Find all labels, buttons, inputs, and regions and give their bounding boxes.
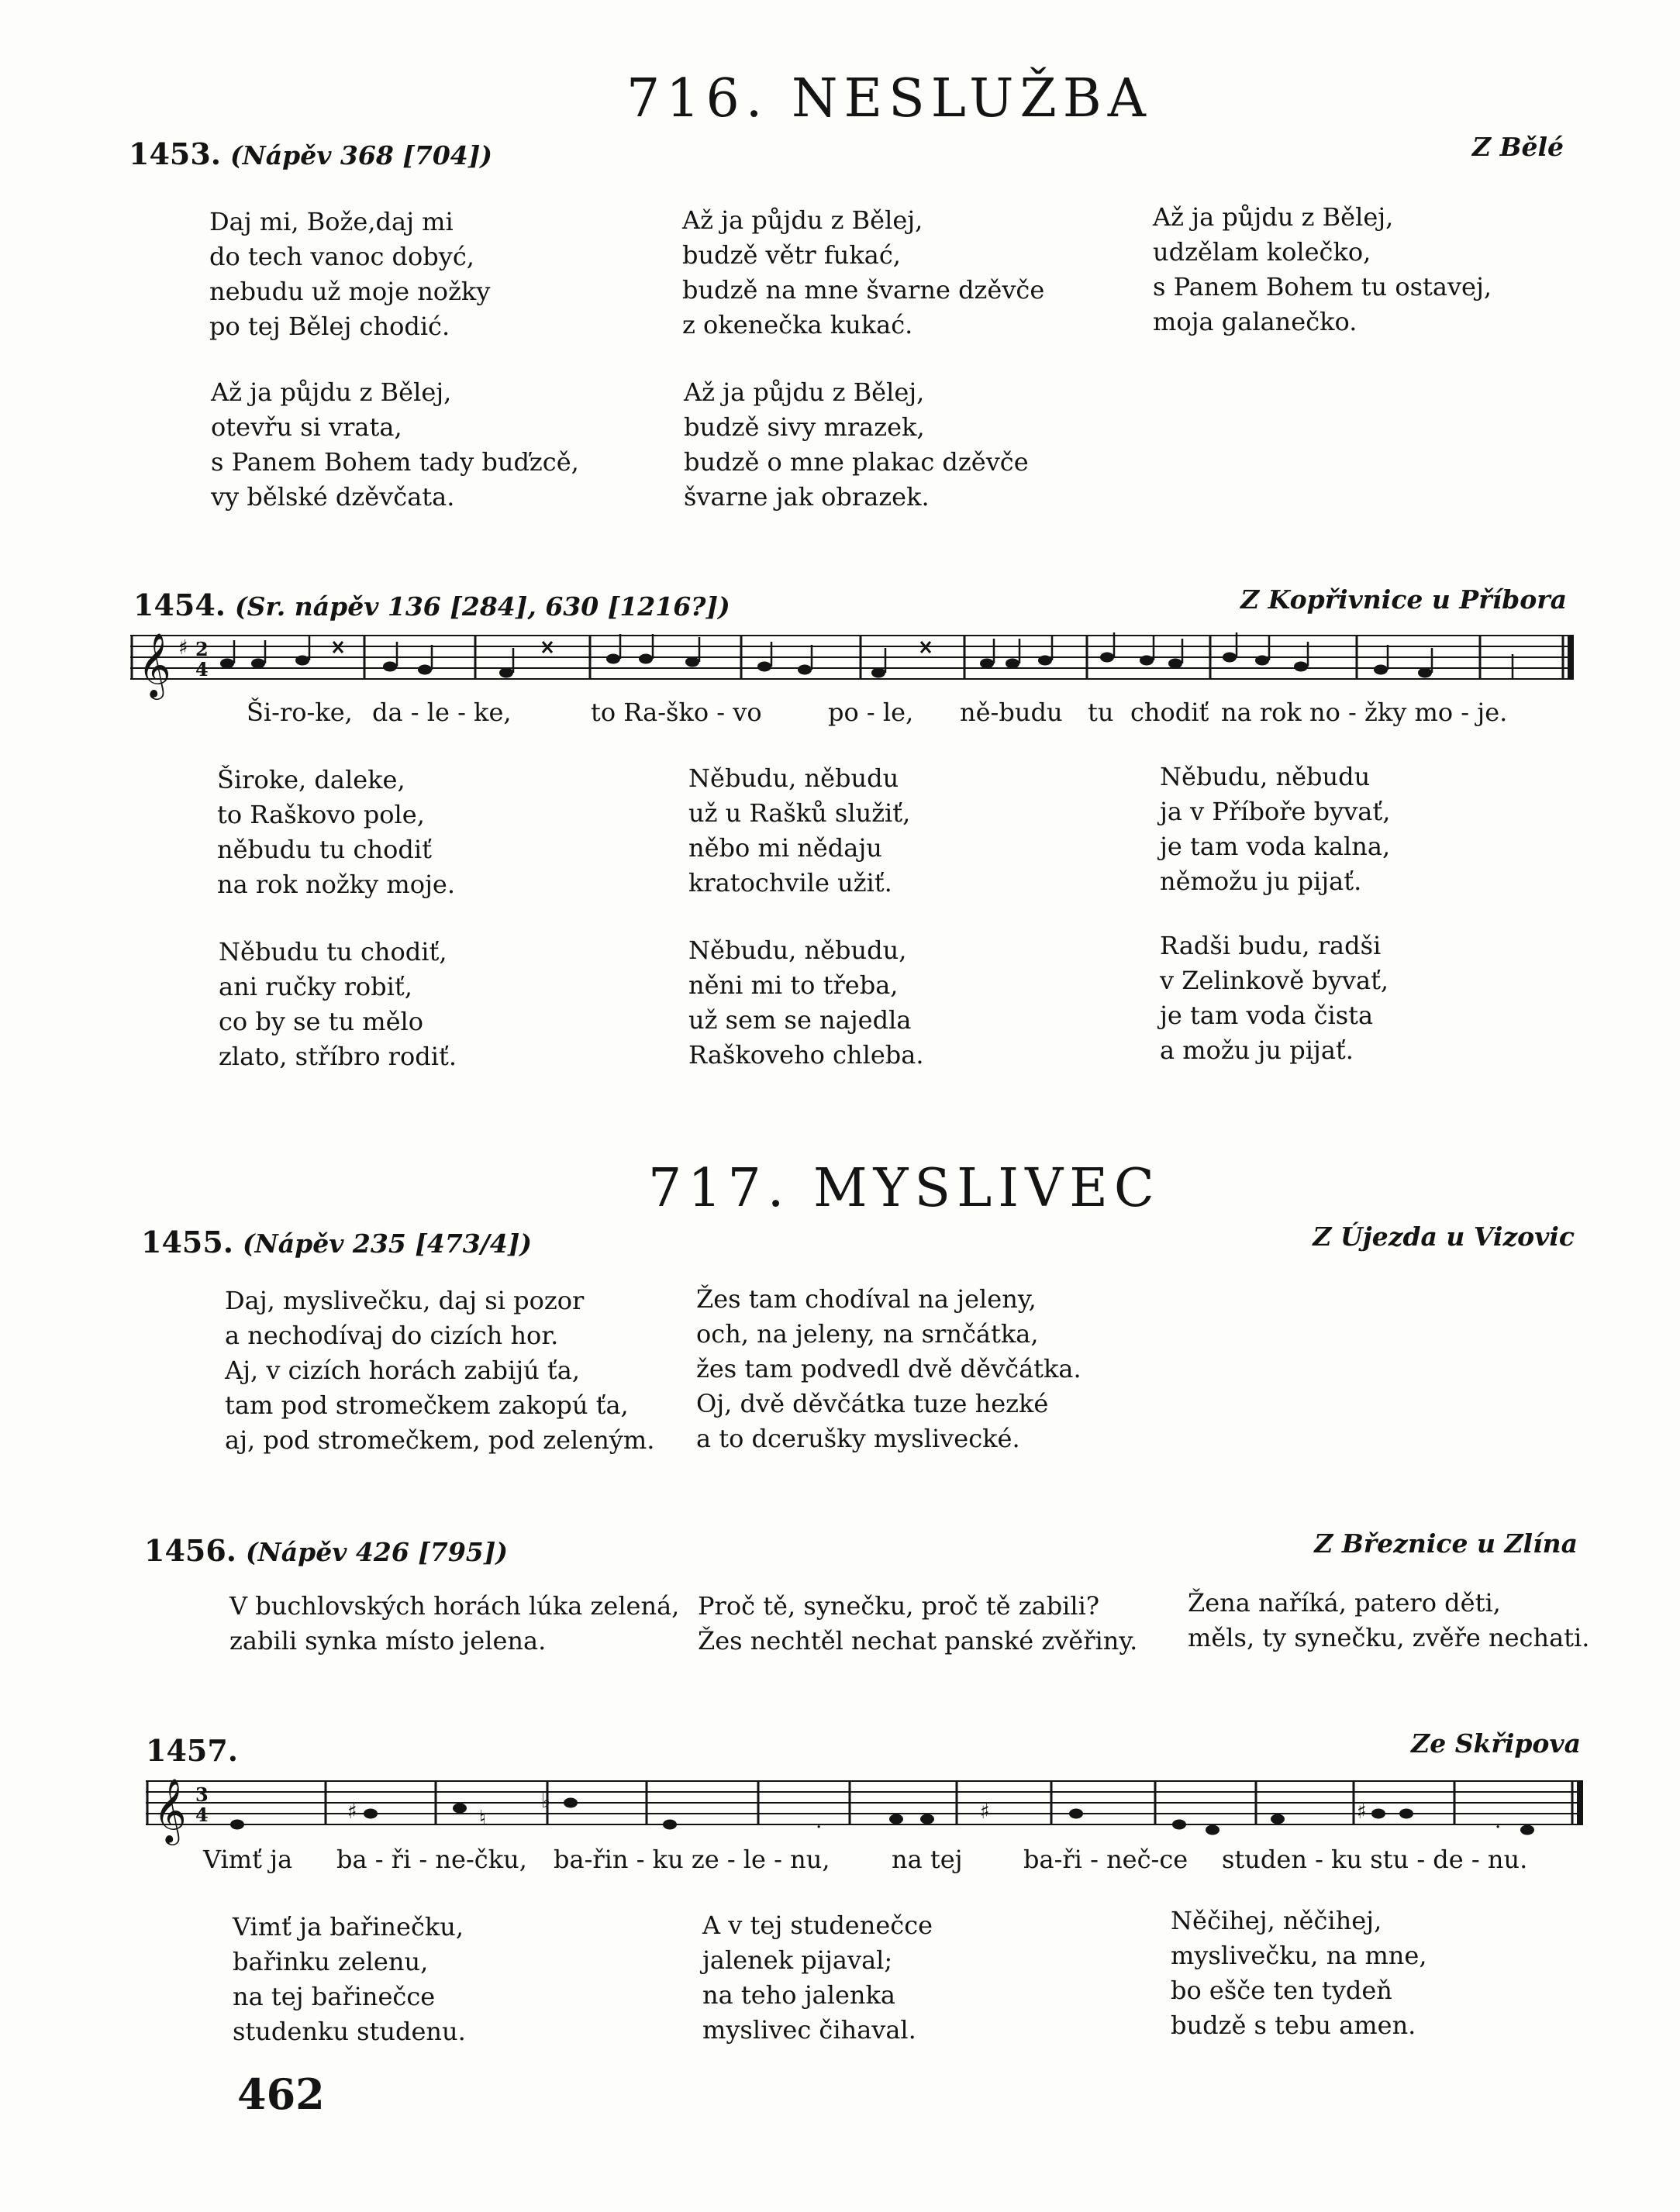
verse-line: a nechodívaj do cizích hor. (225, 1321, 559, 1350)
verse-line: Něčihej, něčihej, (1171, 1906, 1382, 1935)
variant-origin-1456: Z Březnice u Zlína (1314, 1528, 1578, 1559)
verse-line: myslivec čihaval. (702, 2015, 916, 2045)
verse-line: A v tej studenečce (702, 1911, 933, 1940)
svg-text:♯: ♯ (1357, 1800, 1367, 1824)
verse-line: Oj, dvě děvčátka tuze hezké (696, 1389, 1049, 1418)
stanza-1456-1 (229, 1589, 679, 1659)
melody-lyric: na rok no - žky mo - je. (1221, 698, 1508, 727)
verse-line: Až ja půjdu z Bělej, (211, 377, 452, 407)
variant-number-1457: 1457. (146, 1733, 238, 1768)
page-number: 462 (237, 2069, 325, 2119)
verse-line: ja v Příboře byvať, (1160, 797, 1391, 826)
verse-line: Daj, myslivečku, daj si pozor (225, 1286, 585, 1315)
verse-line: Žes tam chodíval na jeleny, (696, 1284, 1037, 1314)
stanza-1453-5 (684, 375, 1029, 515)
verse-line: už sem se najedla (688, 1005, 912, 1035)
svg-text:.: . (1495, 1810, 1502, 1833)
verse-line: budzě na mne švarne dzěvče (682, 275, 1045, 305)
verse-line: Až ja půjdu z Bělej, (682, 205, 923, 235)
verse-line: na tej bařinečce (233, 1982, 436, 2011)
verse-line: moja galanečko. (1153, 307, 1357, 336)
verse-line: s Panem Bohem tu ostavej, (1153, 272, 1492, 301)
verse-line: Vimť ja bařinečku, (233, 1912, 464, 1942)
verse-line: něni mi to třeba, (688, 970, 899, 1000)
verse-line: och, na jeleny, na srnčátka, (696, 1319, 1039, 1349)
svg-text:2: 2 (195, 638, 209, 660)
variant-reference-1454: (Sr. nápěv 136 [284], 630 [1216?]) (235, 591, 730, 622)
verse-line: jalenek pijaval; (702, 1945, 893, 1975)
variant-origin-1453: Z Bělé (1472, 132, 1564, 162)
verse-line: něbudu tu chodiť (217, 835, 432, 864)
melody-lyric: po - le, (828, 698, 914, 727)
svg-text:♯: ♯ (178, 636, 188, 660)
verse-line: švarne jak obrazek. (684, 482, 930, 512)
verse-line: je tam voda kalna, (1160, 832, 1391, 861)
verse-line: Proč tě, synečku, proč tě zabili? (698, 1591, 1100, 1621)
song-title-716: 716. NESLUŽBA (626, 68, 1152, 129)
verse-line: měls, ty synečku, zvěře nechati. (1188, 1623, 1590, 1652)
stanza-1453-2 (682, 203, 1044, 343)
verse-line: vy bělské dzěvčata. (211, 482, 455, 512)
verse-line: Žena naříká, patero děti, (1188, 1588, 1501, 1618)
music-staff-1457 (146, 1770, 1589, 1840)
verse-line: co by se tu mělo (219, 1007, 424, 1036)
song-title-717: 717. MYSLIVEC (648, 1158, 1161, 1219)
verse-line: zabili synka místo jelena. (229, 1626, 547, 1656)
variant-origin-1457: Ze Skřipova (1411, 1728, 1581, 1759)
verse-line: Něbudu tu chodiť, (219, 937, 447, 966)
verse-line: s Panem Bohem tady buďzcě, (211, 447, 579, 477)
melody-lyric: ba-ři - neč-ce (1023, 1845, 1188, 1874)
verse-line: budzě sivy mrazek, (684, 412, 925, 442)
stanza-1454-5 (688, 933, 923, 1073)
verse-line: z okenečka kukać. (682, 310, 913, 339)
verse-line: Až ja půjdu z Bělej, (1153, 202, 1394, 232)
stanza-1457-3 (1171, 1904, 1427, 2043)
verse-line: Žes nechtěl nechat panské zvěřiny. (698, 1626, 1138, 1656)
stanza-1454-2 (688, 761, 910, 901)
verse-line: je tam voda čista (1160, 1001, 1374, 1030)
svg-text:4: 4 (195, 1804, 209, 1826)
svg-text:.: . (816, 1810, 823, 1833)
melody-lyric: da - le - ke, (372, 698, 512, 727)
stanza-1457-2 (702, 1908, 933, 2048)
stanza-1454-6 (1160, 929, 1389, 1068)
variant-number-1456: 1456. (Nápěv 426 [795]) (144, 1533, 508, 1568)
stanza-1456-2 (698, 1589, 1137, 1659)
stanza-1453-4 (211, 375, 579, 515)
verse-line: aj, pod stromečkem, pod zeleným. (225, 1425, 655, 1455)
verse-line: a možu ju pijať. (1160, 1035, 1354, 1065)
verse-line: žes tam podvedl dvě děvčátka. (696, 1354, 1081, 1383)
verse-line: nebudu už moje nožky (209, 277, 491, 306)
stanza-1454-3 (1160, 760, 1390, 899)
variant-number-1454: 1454. (Sr. nápěv 136 [284], 630 [1216?]) (133, 587, 730, 622)
svg-text:♮: ♮ (479, 1807, 487, 1830)
verse-line: tam pod stromečkem zakopú ťa, (225, 1390, 629, 1420)
stanza-1454-1 (217, 763, 455, 902)
verse-line: studenku studenu. (233, 2017, 466, 2046)
stanza-1453-3 (1153, 200, 1492, 339)
stanza-1455-1 (225, 1283, 654, 1458)
stanza-1456-3 (1188, 1586, 1589, 1656)
svg-text:♯: ♯ (347, 1800, 357, 1824)
stanza-1457-1 (233, 1910, 466, 2049)
verse-line: Raškoveho chleba. (688, 1040, 924, 1070)
melody-lyric: na tej (892, 1845, 963, 1874)
variant-number-1453: 1453. (Nápěv 368 [704]) (129, 136, 492, 171)
verse-line: V buchlovských horách lúka zelená, (229, 1591, 680, 1621)
melody-lyric: chodiť (1130, 698, 1209, 727)
verse-line: v Zelinkově byvať, (1160, 966, 1389, 995)
melody-lyric: tu (1088, 698, 1114, 727)
verse-line: a to dcerušky myslivecké. (696, 1424, 1020, 1453)
variant-origin-1455: Z Újezda u Vizovic (1313, 1221, 1575, 1252)
verse-line: něbo mi nědaju (688, 833, 882, 863)
verse-line: Radši budu, radši (1160, 931, 1382, 960)
verse-line: budzě větr fukać, (682, 240, 901, 270)
svg-text:3: 3 (195, 1783, 209, 1806)
melody-lyric: studen - ku stu - de - nu. (1222, 1845, 1528, 1874)
verse-line: zlato, stříbro rodiť. (219, 1042, 457, 1071)
verse-line: ani ručky robiť, (219, 972, 412, 1001)
music-staff-1454 (130, 625, 1580, 697)
verse-line: Aj, v cizích horách zabijú ťa, (225, 1356, 580, 1385)
verse-line: to Raškovo pole, (217, 800, 425, 829)
stanza-1455-2 (696, 1282, 1081, 1456)
verse-line: na rok nožky moje. (217, 870, 455, 899)
verse-line: Něbudu, něbudu (688, 763, 899, 793)
svg-text:𝄞: 𝄞 (138, 632, 171, 697)
melody-lyric: Vimť ja (203, 1845, 293, 1874)
stanza-1454-4 (219, 935, 457, 1074)
verse-line: na teho jalenka (702, 1980, 895, 2010)
svg-text:♯: ♯ (980, 1800, 990, 1824)
verse-line: Široke, daleke, (217, 765, 405, 794)
variant-reference-1453: (Nápěv 368 [704]) (230, 140, 492, 171)
verse-line: už u Rašků služiť, (688, 798, 911, 828)
melody-lyric: to Ra-ško - vo (591, 698, 762, 727)
svg-text:4: 4 (195, 658, 209, 680)
variant-reference-1455: (Nápěv 235 [473/4]) (243, 1228, 533, 1259)
verse-line: kratochvile užiť. (688, 868, 892, 898)
melody-lyric: Ši-ro-ke, (247, 698, 353, 727)
verse-line: bo ešče ten tydeň (1171, 1976, 1392, 2005)
svg-text:𝄞: 𝄞 (154, 1777, 187, 1842)
verse-line: Něbudu, něbudu, (688, 935, 907, 965)
verse-line: bařinku zelenu, (233, 1947, 429, 1976)
verse-line: němožu ju pijať. (1160, 867, 1362, 896)
melody-lyric: ba-řin - ku ze - le - nu, (554, 1845, 830, 1874)
verse-line: Něbudu, něbudu (1160, 762, 1371, 791)
verse-line: Až ja půjdu z Bělej, (684, 377, 925, 407)
melody-lyric: ně-budu (960, 698, 1063, 727)
variant-reference-1456: (Nápěv 426 [795]) (246, 1537, 508, 1567)
variant-origin-1454: Z Kopřivnice u Příbora (1240, 584, 1567, 615)
verse-line: otevřu si vrata, (211, 412, 402, 442)
verse-line: do tech vanoc dobyć, (209, 242, 474, 271)
svg-text:♭: ♭ (541, 1790, 551, 1813)
verse-line: budzě s tebu amen. (1171, 2010, 1416, 2040)
variant-number-1455: 1455. (Nápěv 235 [473/4]) (141, 1225, 533, 1259)
verse-line: po tej Bělej chodić. (209, 312, 450, 341)
verse-line: budzě o mne plakac dzěvče (684, 447, 1029, 477)
melody-lyric: ba - ři - ne-čku, (336, 1845, 527, 1874)
stanza-1453-1 (209, 205, 490, 344)
verse-line: Daj mi, Bože,daj mi (209, 207, 454, 236)
verse-line: udzělam kolečko, (1153, 237, 1371, 267)
verse-line: myslivečku, na mne, (1171, 1941, 1427, 1970)
